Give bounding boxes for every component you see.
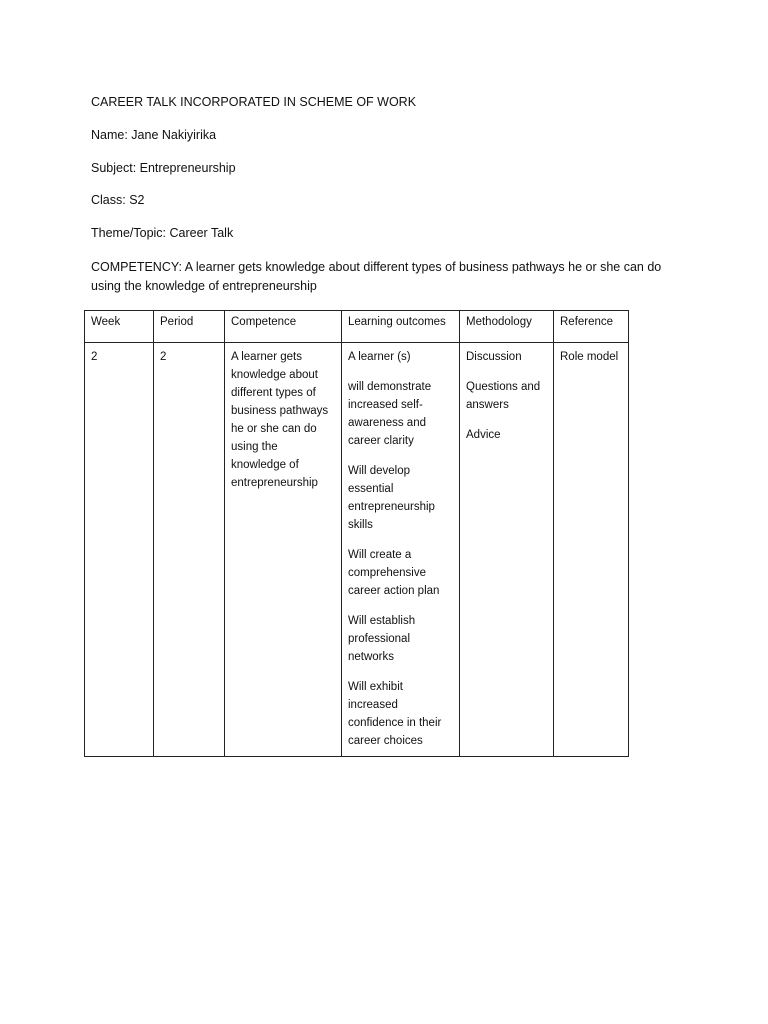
methodology-item: Questions and answers (466, 381, 541, 411)
competence-value: A learner gets knowledge about different types of business pathways he or she can do using the knowledge of entrepreneurship (231, 351, 329, 489)
header-period: Period (154, 311, 225, 343)
methodology-item: Advice (466, 429, 501, 441)
outcome-item: Will establish professional networks (348, 615, 416, 663)
table-header-row (85, 311, 629, 343)
cell-reference (554, 343, 629, 757)
outcome-item: Will create a comprehensive career action plan (348, 549, 440, 597)
competency-paragraph: COMPETENCY: A learner gets knowledge about different types of business pathways he or she can do using the knowledge of entrepreneurship (91, 260, 662, 293)
outcome-item: Will exhibit increased confidence in their career choices (348, 681, 442, 747)
methodology-item: Discussion (466, 351, 522, 363)
outcome-item: will demonstrate increased self-awareness and career clarity (348, 381, 432, 447)
header-reference: Reference (554, 311, 629, 343)
header-learning-outcomes: Learning outcomes (342, 311, 460, 343)
period-value: 2 (160, 351, 167, 363)
header-methodology: Methodology (460, 311, 554, 343)
subject-line: Subject: Entrepreneurship (91, 161, 236, 175)
cell-learning-outcomes (342, 343, 460, 757)
class-line: Class: S2 (91, 193, 145, 207)
reference-value: Role model (560, 351, 619, 363)
scheme-of-work-table (84, 310, 629, 757)
header-week: Week (85, 311, 154, 343)
header-competence: Competence (225, 311, 342, 343)
table-row (85, 343, 629, 757)
week-value: 2 (91, 351, 98, 363)
outcome-item: Will develop essential entrepreneurship skills (348, 465, 435, 531)
cell-week (85, 343, 154, 757)
name-line: Name: Jane Nakiyirika (91, 128, 217, 142)
document-title: CAREER TALK INCORPORATED IN SCHEME OF WORK (91, 95, 417, 109)
cell-period (154, 343, 225, 757)
cell-competence (225, 343, 342, 757)
theme-line: Theme/Topic: Career Talk (91, 226, 234, 240)
outcome-item: A learner (s) (348, 351, 411, 363)
cell-methodology (460, 343, 554, 757)
